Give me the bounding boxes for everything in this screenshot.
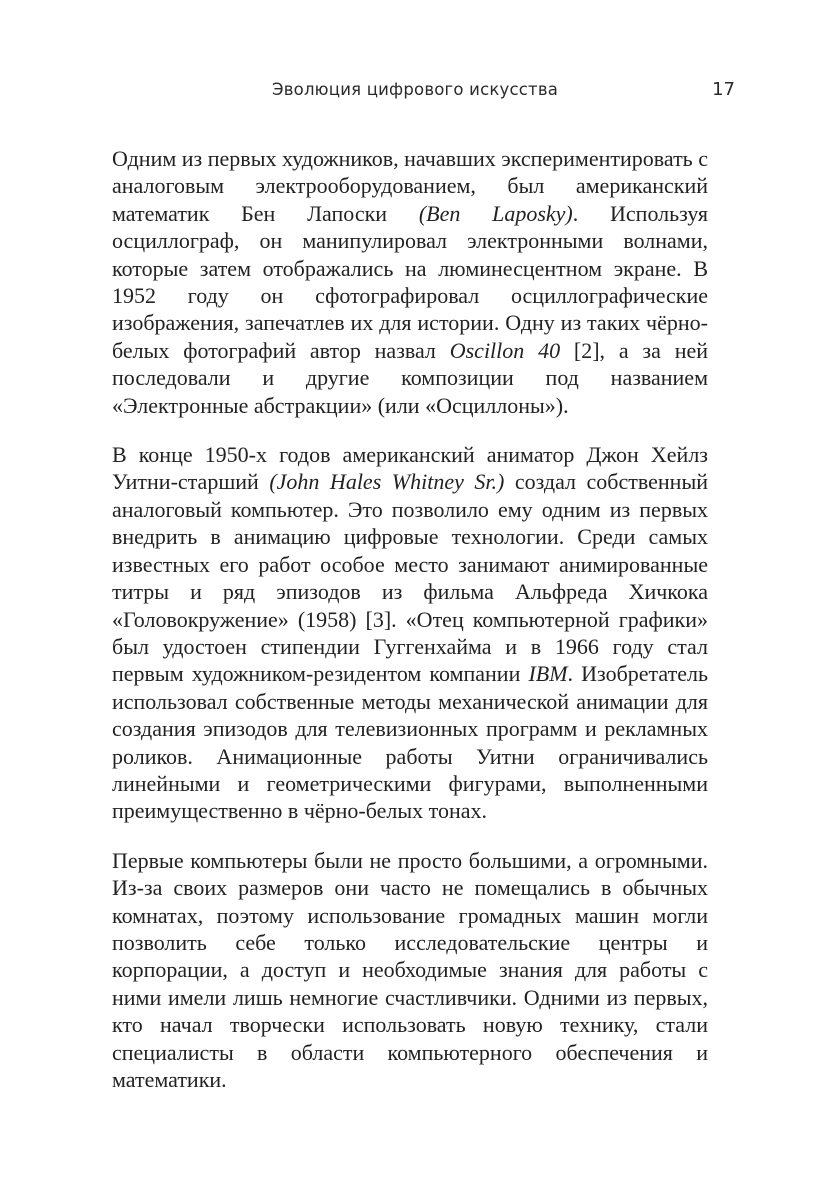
paragraph-3 [112,847,708,1094]
paragraph-1-text-3: [2], а за ней последовали и другие композиции под названием «Электронные абстракции» (или «Осциллоны»). [112,337,708,418]
paragraph-2-text-2: создал собственный аналоговый компьютер. Это позволило ему одним из первых внедрить в анимацию цифровые технологии. Среди самых известных его работ особое место занимают анимированные титры и ряд эпизодов из фильма Альфреда Хичкока «Головокружение» (1958) [3]. «Отец компьютерной графики» был удостоен стипендии Гуггенхайма и в 1966 году стал первым художником-резидентом компании [112,469,709,687]
page-number: 17 [712,79,735,100]
paragraph-1-text-1: Одним из первых художников, начавших экспериментировать с аналоговым электрооборудованием, был американский математик Бен Лапоски [112,146,708,226]
paragraph-3-text-1: Первые компьютеры были не просто большими, а огромными. Из-за своих размеров они часто не помещались в обычных комнатах, поэтому использование громадных машин могли позволить себе только исследовательские центры и корпорации, а доступ и необходимые знания для работы с ними имели лишь немногие счастливчики. Одними из первых, кто начал творчески использовать новую технику, стали специалисты в области компьютерного обеспечения и математики. [112,847,708,1092]
running-header-title: Эволюция цифрового искусства [272,80,559,99]
paragraph-1 [112,145,708,419]
paragraph-1-italic-ben-laposky: (Ben Laposky) [418,200,573,226]
paragraph-2-italic-ibm: IBM [528,661,568,687]
paragraph-1-text-2: . Используя осциллограф, он манипулировал электронными волнами, которые затем отображались на люминесцентном экране. В 1952 году он сфотографировал осциллографические изображения, запечатлев их для истории. Одну из таких чёрно-белых фотографий автор назвал [112,200,708,363]
paragraph-1-italic-oscillon-40: Oscillon 40 [449,337,561,363]
paragraph-2-text-3: . Изобретатель использовал собственные методы механической анимации для создания эпизодов для телевизионных программ и рекламных роликов. Анимационные работы Уитни ограничивались линейными и геометрическими фигурами, выполненными преимущественно в чёрно-белых тонах. [112,661,708,824]
paragraph-2 [112,441,708,825]
body-text [112,145,708,1093]
paragraph-2-italic-john-whitney: (John Hales Whitney Sr.) [269,469,505,495]
paragraph-2-text-1: В конце 1950-х годов американский аниматор Джон Хейлз Уитни-старший [112,442,708,495]
